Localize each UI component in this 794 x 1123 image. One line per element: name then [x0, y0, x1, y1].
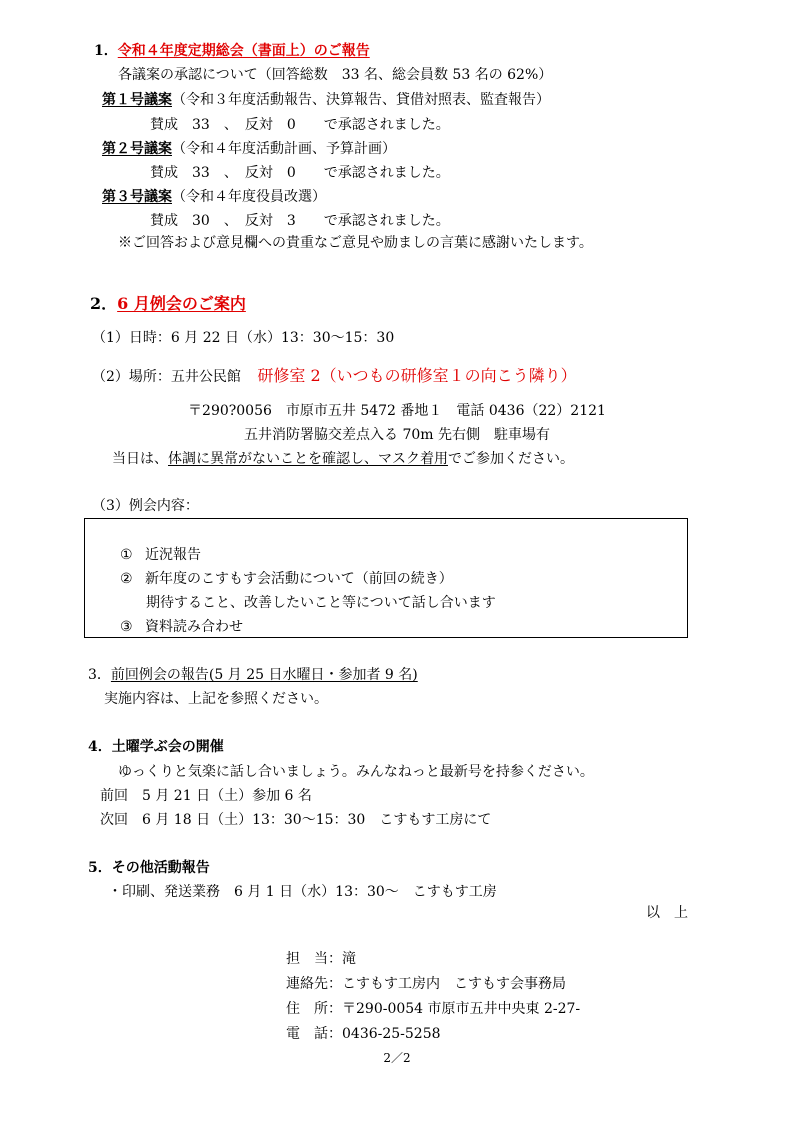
section-2-number: 2． [90, 294, 118, 313]
meeting-content-label: （3）例会内容： [92, 498, 199, 514]
section-4-heading [88, 740, 224, 754]
section-1-heading [94, 44, 370, 58]
content-item-3-text: 資料読み合わせ [145, 619, 244, 635]
contact-office-value: こすもす工房内 こすもす会事務局 [342, 976, 566, 992]
motion-1-label: 第１号議案 [102, 92, 172, 108]
content-item-1-mark: ① [120, 547, 133, 563]
content-item-2-mark: ② [120, 571, 133, 587]
section-2-heading [90, 296, 246, 312]
place-address: 〒290?0056 市原市五井 5472 番地１ 電話 0436（22）2121 [188, 403, 606, 419]
section-3-body: 実施内容は、上記を参照ください。 [104, 691, 328, 707]
notice-prefix: 当日は、 [112, 451, 168, 467]
place-label: （2）場所：五井公民館 [92, 369, 241, 385]
content-item-2 [120, 572, 453, 586]
contact-office [286, 977, 566, 991]
notice-underlined: 体調に異常がないことを確認し、マスク着用 [168, 451, 448, 467]
motion-1-desc: （令和３年度活動報告、決算報告、貸借対照表、監査報告） [172, 92, 550, 108]
contact-person-label: 担 当： [286, 951, 342, 967]
section-1-number: 1． [94, 43, 118, 59]
motion-1 [102, 93, 550, 107]
content-item-3-mark: ③ [120, 619, 133, 635]
contact-person [286, 952, 356, 966]
section-1-title: 令和４年度定期総会（書面上）のご報告 [117, 43, 370, 59]
section-4-number: 4． [88, 739, 112, 755]
approval-summary: 各議案の承認について（回答総数 33 名、総会員数 53 名の 62%） [118, 67, 553, 83]
motion-1-result: 賛成 33 、 反対 0 で承認されました。 [150, 117, 450, 133]
place-directions: 五井消防署脇交差点入る 70m 先右側 駐車場有 [244, 427, 550, 443]
motion-3-result: 賛成 30 、 反対 3 で承認されました。 [150, 213, 450, 229]
motion-3-desc: （令和４年度役員改選） [172, 189, 326, 205]
contact-address-value: 〒290-0054 市原市五井中央東 2-27- [342, 1001, 581, 1017]
contact-person-value: 滝 [342, 951, 356, 967]
closing-mark: 以 上 [646, 905, 688, 921]
meeting-place [92, 368, 577, 384]
contact-phone-value: 0436-25-5258 [342, 1026, 441, 1042]
section-5-heading [88, 861, 210, 875]
content-item-3 [120, 620, 243, 634]
contact-office-label: 連絡先： [286, 976, 342, 992]
section-4-body: ゆっくりと気楽に話し合いましょう。みんなねっと最新号を持参ください。 [118, 764, 594, 780]
thanks-note: ※ご回答および意見欄への貴重なご意見や励ましの言葉に感謝いたします。 [118, 235, 593, 251]
section-4-title: 土曜学ぶ会の開催 [111, 739, 224, 755]
notice-suffix: でご参加ください。 [448, 451, 574, 467]
section-3-title: 前回例会の報告 [110, 667, 209, 683]
section-3-heading [88, 668, 418, 682]
section-5-number: 5． [88, 860, 112, 876]
content-item-1 [120, 548, 201, 562]
contact-address [286, 1002, 580, 1016]
section-5-item: ・印刷、発送業務 6 月 1 日（水）13：30～ こすもす工房 [108, 884, 497, 900]
place-room: 研修室 2（いつもの研修室１の向こう隣り） [257, 366, 577, 385]
motion-2-result: 賛成 33 、 反対 0 で承認されました。 [150, 165, 450, 181]
contact-phone [286, 1027, 441, 1041]
content-item-2-detail: 期待すること、改善したいこと等について話し合います [146, 595, 496, 611]
section-2-title: 6 月例会のご案内 [117, 294, 246, 313]
contact-address-label: 住 所： [286, 1001, 342, 1017]
motion-2 [102, 142, 396, 156]
content-item-2-text: 新年度のこすもす会活動について（前回の続き） [145, 571, 453, 587]
section-3-number: 3． [88, 667, 111, 683]
motion-3-label: 第３号議案 [102, 189, 172, 205]
attendance-notice [112, 452, 574, 466]
contact-phone-label: 電 話： [286, 1026, 342, 1042]
section-3-title-detail: (5 月 25 日水曜日・参加者 9 名) [208, 667, 418, 683]
content-item-1-text: 近況報告 [145, 547, 202, 563]
study-prev: 前回 5 月 21 日（土）参加 6 名 [100, 788, 312, 804]
motion-3 [102, 190, 326, 204]
page-number: 2／2 [383, 1051, 411, 1065]
meeting-datetime: （1）日時：6 月 22 日（水）13：30～15：30 [92, 330, 395, 346]
motion-2-desc: （令和４年度活動計画、予算計画） [172, 141, 396, 157]
motion-2-label: 第２号議案 [102, 141, 172, 157]
section-5-title: その他活動報告 [111, 860, 210, 876]
study-next: 次回 6 月 18 日（土）13：30～15：30 こすもす工房にて [100, 812, 492, 828]
